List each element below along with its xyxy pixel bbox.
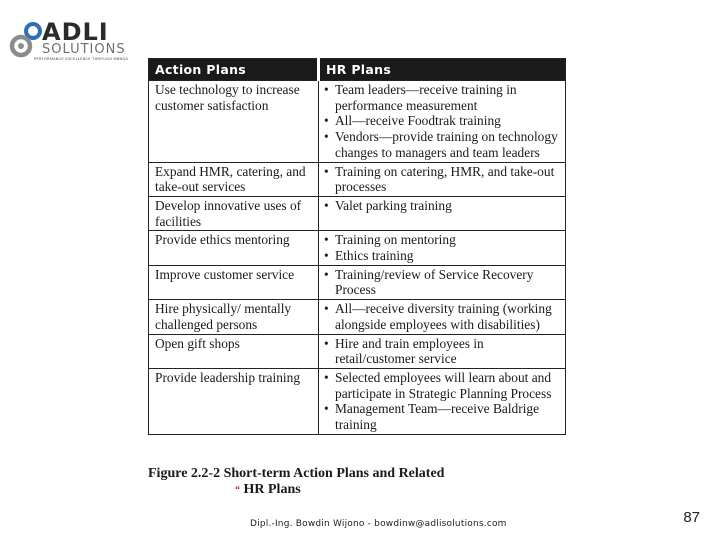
hr-plan-item: • Ethics training [325,248,559,264]
hr-plan-item: • Training/review of Service Recovery Process [325,267,559,298]
caption-line-2 [148,482,528,499]
hr-plan-cell [319,300,566,334]
hr-plan-item: • Vendors—provide training on technology changes to managers and team leaders [325,129,559,160]
table-row [149,265,566,299]
figure-caption [148,466,528,499]
hr-plan-item: • All—receive diversity training (working alongside employees with disabilities) [325,301,559,332]
action-plan-cell: Develop innovative uses of facilities [149,196,319,230]
table-row [149,334,566,368]
hr-plan-cell [319,265,566,299]
hr-plan-item: • All—receive Foodtrak training [325,113,559,129]
table-row [149,162,566,196]
table-row [149,81,566,163]
logo-tagline: PERFORMANCE EXCELLENCE THROUGH MBNQA [34,57,129,61]
hr-plan-item: • Selected employees will learn about and participate in Strategic Planning Process [325,370,559,401]
hr-plan-cell [319,334,566,368]
hr-plan-item: • Training on mentoring [325,232,559,248]
hr-plan-cell [319,368,566,434]
table-row [149,300,566,334]
hr-plan-cell [319,231,566,265]
footer-author: Dipl.-Ing. Bowdin Wijono - bowdinw@adlisolutions.com [250,519,507,529]
logo-name: ADLI [42,18,109,46]
table-row [149,368,566,434]
action-plan-cell: Provide ethics mentoring [149,231,319,265]
table-row [149,231,566,265]
caption-line-1: Figure 2.2-2 Short-term Action Plans and Related [148,466,445,481]
hr-plan-item: • Valet parking training [325,198,559,214]
hr-plan-item: • Hire and train employees in retail/customer service [325,336,559,367]
logo-swirl-icon [8,20,44,60]
hr-plan-item: • Team leaders—receive training in performance measurement [325,82,559,113]
action-plan-cell: Improve customer service [149,265,319,299]
hr-plan-cell [319,196,566,230]
red-mark: “ [235,485,240,496]
table-header-row [149,59,566,81]
hr-plan-cell [319,81,566,163]
page-number: 87 [683,509,700,526]
action-plan-cell: Provide leadership training [149,368,319,434]
header-action-plans: Action Plans [149,59,319,81]
header-hr-plans: HR Plans [319,59,566,81]
logo-subtitle: SOLUTIONS [42,42,126,57]
action-plan-cell: Open gift shops [149,334,319,368]
action-plan-cell: Expand HMR, catering, and take-out services [149,162,319,196]
hr-plan-item: • Management Team—receive Baldrige training [325,401,559,432]
table-row [149,196,566,230]
company-logo [8,20,128,64]
action-plan-cell: Hire physically/ mentally challenged persons [149,300,319,334]
action-plans-table [148,58,566,435]
caption-line-2-text: HR Plans [243,482,301,497]
action-plan-cell: Use technology to increase customer satisfaction [149,81,319,163]
hr-plan-item: • Training on catering, HMR, and take-out processes [325,164,559,195]
hr-plan-cell [319,162,566,196]
